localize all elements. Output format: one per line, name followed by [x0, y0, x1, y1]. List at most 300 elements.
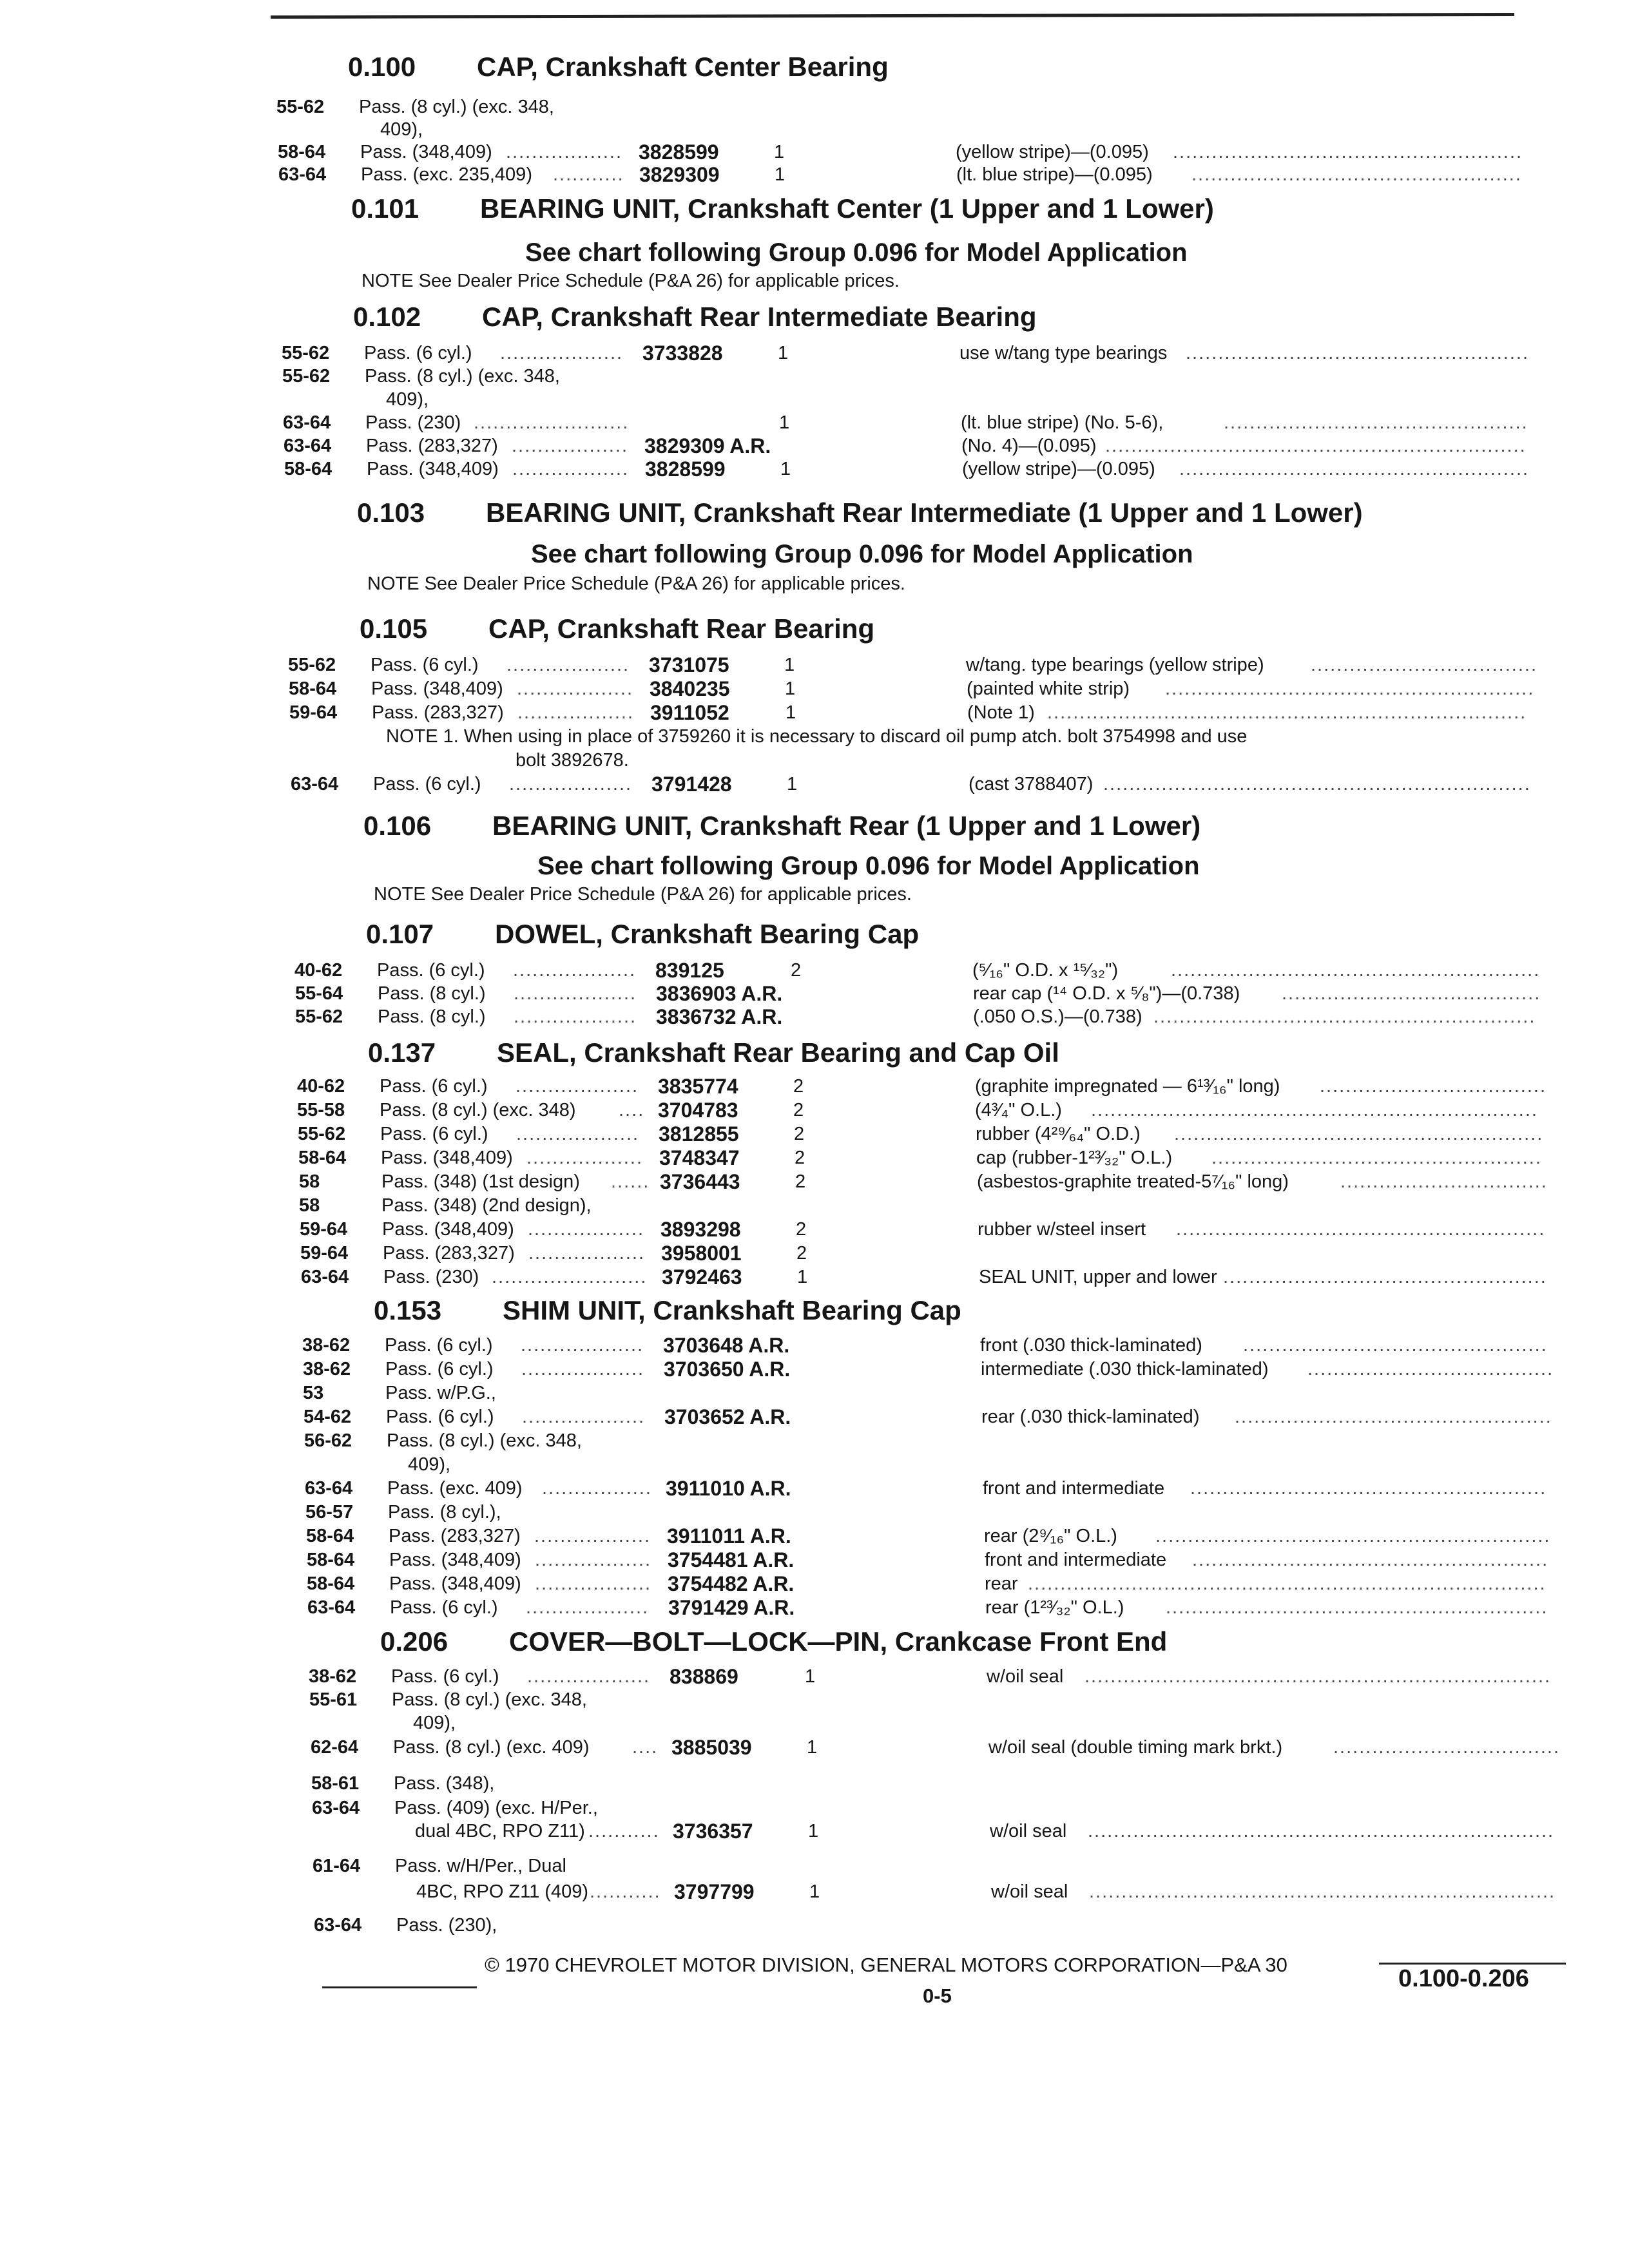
model-years: 40-62 — [294, 960, 343, 981]
leader-dots: .................. — [526, 1148, 644, 1168]
quantity: 2 — [796, 1243, 807, 1264]
model-years: 58-64 — [307, 1550, 355, 1570]
application-desc: Pass. (8 cyl.) (exc. 348, — [359, 97, 554, 117]
quantity: 1 — [786, 702, 796, 723]
remarks: rear (.030 thick-laminated) — [981, 1407, 1200, 1427]
application-desc: Pass. (348) (1st design) — [381, 1171, 580, 1192]
leader-dots: ................... — [513, 960, 637, 981]
leader-dots: .................. — [535, 1550, 652, 1570]
model-years: 61-64 — [313, 1856, 361, 1876]
leader-dots: ................... — [521, 1359, 645, 1379]
parts-row — [277, 119, 1540, 142]
part-number: 3754482 A.R. — [668, 1572, 795, 1595]
leader-dots: .................. — [534, 1526, 651, 1546]
model-years: 38-62 — [309, 1666, 357, 1687]
remarks: front (.030 thick-laminated) — [980, 1335, 1202, 1356]
remarks: (Note 1) — [967, 702, 1035, 723]
parts-row — [290, 750, 1553, 773]
part-number: 3791429 A.R. — [668, 1596, 795, 1619]
application-desc: Pass. (348,409) — [360, 142, 492, 162]
leader-dots: ................... — [521, 1335, 644, 1356]
parts-row — [297, 1076, 1560, 1099]
parts-row — [301, 1267, 1564, 1290]
group-title: DOWEL, Crankshaft Bearing Cap — [495, 919, 920, 949]
group-number: 0.137 — [368, 1037, 436, 1068]
parts-row — [289, 702, 1552, 726]
application-desc: Pass. (8 cyl.) — [378, 1006, 486, 1027]
model-years: 38-62 — [302, 1335, 351, 1356]
application-desc: Pass. (6 cyl.) — [391, 1666, 499, 1687]
leader-dots: ................................................... — [1211, 1148, 1542, 1168]
leader-dots: ........... — [588, 1821, 660, 1841]
model-application-note: See chart following Group 0.096 for Model Application — [531, 540, 1193, 568]
part-number: 3828599 — [639, 140, 719, 164]
leader-dots: .................. — [506, 142, 623, 162]
parts-row — [305, 1478, 1568, 1501]
model-years: 55-64 — [295, 983, 343, 1004]
application-desc: Pass. (230), — [396, 1915, 497, 1936]
application-desc: 409), — [380, 119, 423, 140]
leader-dots: ................... — [509, 774, 633, 794]
remarks: rear (1²³⁄₃₂" O.L.) — [985, 1597, 1124, 1618]
remarks: rubber w/steel insert — [978, 1219, 1146, 1240]
application-desc: Pass. (6 cyl.) — [385, 1335, 493, 1356]
application-desc: Pass. (283,327) — [389, 1526, 521, 1546]
model-years: 54-62 — [304, 1407, 352, 1427]
parts-row — [312, 1798, 1575, 1821]
leader-dots: .................................................. — [1223, 1267, 1547, 1287]
remarks: (painted white strip) — [967, 678, 1130, 699]
quantity: 1 — [784, 655, 795, 675]
model-years: 58-64 — [278, 142, 326, 162]
leader-dots: ........... — [590, 1881, 661, 1902]
part-number: 3836732 A.R. — [656, 1005, 783, 1028]
part-number: 3704783 — [658, 1099, 738, 1122]
quantity: 1 — [775, 164, 786, 185]
parts-row — [299, 1195, 1562, 1218]
application-desc: Pass. (348,409) — [389, 1550, 521, 1570]
remarks: (graphite impregnated — 6¹³⁄₁₆" long) — [975, 1076, 1280, 1097]
part-number: 3829309 — [639, 163, 720, 186]
quantity: 2 — [795, 1171, 806, 1192]
part-number: 3893298 — [660, 1218, 741, 1241]
leader-dots: ................................... — [1320, 1076, 1547, 1097]
section-heading — [380, 1626, 1167, 1657]
leader-dots: ................................................... — [1191, 164, 1522, 185]
leader-dots: ........................................ — [1282, 983, 1541, 1004]
application-desc: Pass. w/P.G., — [385, 1383, 496, 1403]
quantity: 1 — [807, 1737, 818, 1758]
quantity: 2 — [794, 1124, 805, 1144]
application-desc: Pass. (348,409) — [371, 678, 503, 699]
application-desc: Pass. (8 cyl.) (exc. 348, — [387, 1430, 582, 1451]
remarks: rear — [985, 1573, 1018, 1594]
footer-rule-right — [1379, 1963, 1566, 1965]
quantity: 2 — [795, 1148, 805, 1168]
leader-dots: .................................................................. — [1103, 774, 1531, 794]
parts-row — [295, 1006, 1558, 1030]
leader-dots: ........................................................................ — [1084, 1666, 1552, 1687]
leader-dots: .................. — [517, 678, 634, 699]
application-desc: Pass. (8 cyl.), — [388, 1502, 501, 1523]
leader-dots: ............................................................. — [1155, 1526, 1551, 1546]
leader-dots: ............................................... — [1243, 1335, 1548, 1356]
leader-dots: .................. — [528, 1243, 646, 1264]
application-desc: Pass. (348,409) — [367, 459, 499, 479]
parts-row — [307, 1597, 1570, 1620]
leader-dots: ................................... — [1333, 1737, 1560, 1758]
model-years: 63-64 — [284, 436, 332, 456]
leader-dots: .................. — [512, 436, 629, 456]
application-desc: Pass. (230) — [383, 1267, 479, 1287]
quantity: 1 — [779, 412, 790, 433]
part-number: 3958001 — [661, 1242, 742, 1265]
parts-row — [311, 1737, 1574, 1760]
parts-row — [284, 459, 1547, 482]
quantity: 1 — [797, 1267, 808, 1287]
group-title: BEARING UNIT, Crankshaft Center (1 Upper and 1 Lower) — [480, 193, 1214, 224]
leader-dots: ..................................................... — [1186, 343, 1530, 363]
leader-dots: ........... — [553, 164, 624, 185]
remarks: intermediate (.030 thick-laminated) — [981, 1359, 1269, 1379]
application-desc: 409), — [386, 389, 429, 410]
model-application-note: See chart following Group 0.096 for Model Application — [525, 238, 1188, 267]
leader-dots: ................... — [526, 1597, 650, 1618]
parts-row — [309, 1666, 1572, 1689]
model-years: 63-64 — [312, 1798, 360, 1818]
parts-row — [276, 97, 1539, 120]
application-desc: 409), — [413, 1713, 456, 1733]
remarks: (yellow stripe)—(0.095) — [956, 142, 1149, 162]
parts-row — [298, 1148, 1561, 1171]
group-title: SEAL, Crankshaft Rear Bearing and Cap Oil — [497, 1037, 1059, 1068]
model-application-note: See chart following Group 0.096 for Model Application — [537, 852, 1200, 880]
group-title: CAP, Crankshaft Center Bearing — [477, 52, 889, 82]
parts-row — [283, 389, 1546, 412]
group-number: 0.206 — [380, 1626, 448, 1657]
parts-row — [305, 1454, 1568, 1477]
application-desc: Pass. (8 cyl.) (exc. 348, — [365, 366, 560, 387]
remarks: w/oil seal — [991, 1881, 1068, 1902]
quantity: 1 — [805, 1666, 816, 1687]
remarks: w/tang. type bearings (yellow stripe) — [966, 655, 1264, 675]
part-number: 3812855 — [659, 1122, 739, 1146]
part-number: 839125 — [655, 959, 724, 982]
application-desc: Pass. (348), — [394, 1773, 495, 1794]
part-number: 3885039 — [671, 1736, 752, 1759]
leader-dots: .......................................................................... — [1047, 702, 1527, 723]
part-number: 3703652 A.R. — [664, 1405, 791, 1428]
group-number: 0.100 — [348, 52, 416, 82]
leader-dots: ...................................... — [1307, 1359, 1554, 1379]
model-years: 62-64 — [311, 1737, 359, 1758]
leader-dots: ................. — [542, 1478, 652, 1499]
application-desc: Pass. (348,409) — [381, 1148, 513, 1168]
leader-dots: .... — [632, 1737, 659, 1758]
application-desc: Pass. (6 cyl.) — [380, 1124, 488, 1144]
group-number: 0.107 — [366, 919, 434, 949]
leader-dots: ........................................................... — [1153, 1006, 1536, 1027]
leader-dots: ........................ — [474, 412, 630, 433]
leader-dots: ..................................................................... — [1091, 1100, 1538, 1120]
quantity: 1 — [808, 1821, 819, 1841]
model-years: 38-62 — [303, 1359, 351, 1379]
parts-row — [304, 1430, 1567, 1454]
group-number: 0.103 — [357, 497, 425, 528]
model-years: 63-64 — [305, 1478, 353, 1499]
parts-row — [303, 1359, 1566, 1382]
application-desc: Pass. (283,327) — [383, 1243, 515, 1264]
parts-row — [307, 1550, 1570, 1573]
parts-row — [283, 412, 1546, 436]
leader-dots: .................. — [512, 459, 630, 479]
parts-row — [300, 1243, 1563, 1266]
section-heading — [366, 919, 919, 950]
remarks: rear (2⁹⁄₁₆" O.L.) — [984, 1526, 1117, 1546]
leader-dots: ................... — [527, 1666, 651, 1687]
leader-dots: ................... — [500, 343, 624, 363]
model-years: 40-62 — [297, 1076, 345, 1097]
part-number: 3736443 — [660, 1170, 740, 1193]
group-title: COVER—BOLT—LOCK—PIN, Crankcase Front End — [509, 1626, 1168, 1657]
leader-dots: ............................................... — [1224, 412, 1528, 433]
section-heading — [357, 497, 1363, 528]
application-desc: Pass. w/H/Per., Dual — [395, 1856, 566, 1876]
section-heading — [360, 613, 874, 644]
remarks: front and intermediate — [985, 1550, 1167, 1570]
remarks: (4³⁄₄" O.L.) — [975, 1100, 1062, 1120]
leader-dots: ................... — [506, 655, 630, 675]
model-years: 63-64 — [301, 1267, 349, 1287]
application-desc: Pass. (6 cyl.) — [371, 655, 479, 675]
remarks: (⁵⁄₁₆" O.D. x ¹⁵⁄₃₂") — [972, 960, 1119, 981]
model-years: 58-64 — [284, 459, 333, 479]
leader-dots: ........................................................................ — [1088, 1821, 1555, 1841]
part-number: 3703648 A.R. — [663, 1334, 790, 1357]
leader-dots: ................... — [516, 1124, 640, 1144]
model-years: 63-64 — [307, 1597, 356, 1618]
part-number: 3731075 — [649, 653, 729, 677]
section-heading — [351, 193, 1214, 224]
part-number: 3754481 A.R. — [668, 1548, 795, 1571]
model-years: 58-64 — [306, 1526, 354, 1546]
application-desc: Pass. (283,327) — [366, 436, 498, 456]
model-years: 58 — [299, 1171, 320, 1192]
remarks: use w/tang type bearings — [959, 343, 1168, 363]
leader-dots: ................................ — [1340, 1171, 1548, 1192]
group-title: SHIM UNIT, Crankshaft Bearing Cap — [503, 1295, 961, 1325]
part-number: 3836903 A.R. — [656, 982, 783, 1005]
application-desc: Pass. (230) — [365, 412, 461, 433]
parts-row — [302, 1335, 1565, 1358]
model-years: 56-62 — [304, 1430, 352, 1451]
model-years: 58-64 — [289, 678, 337, 699]
part-number: 3840235 — [650, 677, 730, 700]
application-desc: Pass. (283,327) — [372, 702, 504, 723]
leader-dots: ................................................................................ — [1028, 1573, 1547, 1594]
leader-dots: ................... — [516, 1076, 639, 1097]
model-years: 58-64 — [307, 1573, 355, 1594]
leader-dots: ....................................................... — [1192, 1550, 1549, 1570]
part-number: 3911052 — [650, 701, 729, 724]
remarks: front and intermediate — [983, 1478, 1165, 1499]
leader-dots: .................. — [517, 702, 635, 723]
remarks: (asbestos-graphite treated-5⁷⁄₁₆" long) — [977, 1171, 1289, 1192]
application-desc: Pass. (348) (2nd design), — [381, 1195, 592, 1216]
part-number: 3829309 A.R. — [644, 434, 771, 457]
group-title: CAP, Crankshaft Rear Bearing — [488, 613, 875, 644]
part-number: 3911011 A.R. — [667, 1524, 791, 1548]
leader-dots: ................... — [522, 1407, 646, 1427]
parts-row — [288, 655, 1551, 678]
parts-row — [307, 1573, 1570, 1597]
price-note: NOTE See Dealer Price Schedule (P&A 26) for applicable prices. — [361, 271, 900, 291]
parts-row — [297, 1100, 1560, 1123]
remarks: (lt. blue stripe)—(0.095) — [956, 164, 1153, 185]
model-years: 58-64 — [298, 1148, 347, 1168]
model-years: 55-61 — [309, 1689, 358, 1710]
quantity: 1 — [778, 343, 789, 363]
model-years: 53 — [303, 1383, 324, 1403]
part-number: 838869 — [670, 1665, 738, 1688]
parts-row — [313, 1856, 1576, 1879]
application-desc: Pass. (6 cyl.) — [373, 774, 481, 794]
section-heading — [374, 1295, 961, 1326]
parts-row — [311, 1773, 1574, 1796]
section-heading — [363, 811, 1200, 841]
footer-copyright: © 1970 CHEVROLET MOTOR DIVISION, GENERAL MOTORS CORPORATION—P&A 30 — [485, 1954, 1287, 1976]
leader-dots: ......................................................... — [1174, 1124, 1544, 1144]
application-desc: Pass. (8 cyl.) (exc. 348, — [392, 1689, 587, 1710]
quantity: 1 — [774, 142, 785, 162]
group-number: 0.101 — [351, 193, 419, 224]
leader-dots: .... — [619, 1100, 645, 1120]
part-number: 3835774 — [658, 1075, 738, 1098]
quantity: 1 — [809, 1881, 820, 1902]
leader-dots: ................... — [514, 983, 637, 1004]
application-desc: Pass. (409) (exc. H/Per., — [394, 1798, 598, 1818]
application-desc: bolt 3892678. — [516, 750, 629, 771]
model-years: 55-62 — [282, 343, 330, 363]
leader-dots: ...................................................... — [1173, 142, 1523, 162]
application-desc: dual 4BC, RPO Z11) — [415, 1821, 585, 1841]
leader-dots: .................. — [528, 1219, 645, 1240]
application-desc: Pass. (exc. 235,409) — [361, 164, 532, 185]
model-years: 55-58 — [297, 1100, 345, 1120]
leader-dots: .................. — [535, 1573, 652, 1594]
parts-row — [289, 678, 1552, 702]
parts-row — [304, 1407, 1566, 1430]
group-title: CAP, Crankshaft Rear Intermediate Bearing — [482, 302, 1037, 332]
part-number: 3791428 — [651, 773, 732, 796]
application-desc: Pass. (8 cyl.) (exc. 348) — [380, 1100, 576, 1120]
top-rule — [271, 13, 1514, 19]
application-desc: Pass. (exc. 409) — [387, 1478, 523, 1499]
remarks: (yellow stripe)—(0.095) — [962, 459, 1155, 479]
part-number: 3911010 A.R. — [666, 1477, 791, 1500]
remarks: w/oil seal — [990, 1821, 1067, 1841]
model-years: 58-61 — [311, 1773, 360, 1794]
leader-dots: ................................................. — [1235, 1407, 1552, 1427]
parts-row — [278, 164, 1541, 187]
group-number: 0.105 — [360, 613, 428, 644]
group-title: BEARING UNIT, Crankshaft Rear Intermediate (1 Upper and 1 Lower) — [486, 497, 1363, 528]
leader-dots: ......................................................... — [1176, 1219, 1546, 1240]
model-years: 59-64 — [300, 1243, 349, 1264]
parts-row — [305, 1502, 1568, 1525]
quantity: 2 — [796, 1219, 807, 1240]
quantity: 1 — [787, 774, 798, 794]
parts-row — [282, 343, 1545, 366]
application-desc: Pass. (8 cyl.) — [378, 983, 486, 1004]
group-number: 0.106 — [363, 811, 432, 841]
model-years: 55-62 — [288, 655, 336, 675]
remarks: SEAL UNIT, upper and lower — [979, 1267, 1217, 1287]
leader-dots: ................................... — [1311, 655, 1537, 675]
leader-dots: ........................................................... — [1166, 1597, 1548, 1618]
model-years: 59-64 — [289, 702, 338, 723]
remarks: (No. 4)—(0.095) — [961, 436, 1097, 456]
quantity: 2 — [793, 1076, 804, 1097]
price-note: NOTE See Dealer Price Schedule (P&A 26) for applicable prices. — [367, 573, 905, 594]
quantity: 1 — [785, 678, 796, 699]
parts-row — [289, 726, 1552, 749]
model-years: 55-62 — [276, 97, 325, 117]
leader-dots: ......................................................... — [1165, 678, 1535, 699]
quantity: 1 — [780, 459, 791, 479]
section-heading — [348, 52, 889, 82]
footer-rule-left — [322, 1986, 477, 1988]
model-years: 59-64 — [300, 1219, 348, 1240]
part-number: 3797799 — [674, 1880, 755, 1903]
page-number: 0-5 — [923, 1984, 952, 2007]
part-number: 3736357 — [673, 1820, 753, 1843]
group-number: 0.102 — [353, 302, 421, 332]
parts-row — [282, 366, 1545, 389]
parts-row — [309, 1689, 1572, 1713]
section-heading — [368, 1037, 1059, 1068]
remarks: w/oil seal — [987, 1666, 1064, 1687]
section-heading — [353, 302, 1037, 332]
application-desc: Pass. (348,409) — [382, 1219, 514, 1240]
parts-row — [291, 774, 1554, 797]
application-desc: Pass. (6 cyl.) — [390, 1597, 498, 1618]
application-desc: Pass. (6 cyl.) — [377, 960, 485, 981]
group-title: BEARING UNIT, Crankshaft Rear (1 Upper and 1 Lower) — [492, 811, 1201, 841]
parts-row — [303, 1383, 1566, 1406]
application-desc: NOTE 1. When using in place of 3759260 it is necessary to discard oil pump atch. bolt 3754998 and use — [386, 726, 1248, 747]
group-range: 0.100-0.206 — [1398, 1965, 1529, 1992]
leader-dots: ................................................................. — [1105, 436, 1527, 456]
application-desc: Pass. (348,409) — [389, 1573, 521, 1594]
quantity: 2 — [791, 960, 802, 981]
parts-row — [299, 1171, 1562, 1195]
part-number: 3792463 — [662, 1265, 742, 1289]
quantity: 2 — [793, 1100, 804, 1120]
parts-row — [295, 983, 1558, 1006]
model-years: 56-57 — [305, 1502, 354, 1523]
parts-row — [294, 960, 1557, 983]
application-desc: Pass. (6 cyl.) — [380, 1076, 488, 1097]
leader-dots: ......................................................... — [1171, 960, 1541, 981]
model-years: 63-64 — [291, 774, 339, 794]
leader-dots: ........................................................................ — [1089, 1881, 1556, 1902]
remarks: (.050 O.S.)—(0.738) — [973, 1006, 1142, 1027]
parts-row — [313, 1881, 1576, 1905]
application-desc: Pass. (6 cyl.) — [386, 1407, 494, 1427]
remarks: w/oil seal (double timing mark brkt.) — [988, 1737, 1283, 1758]
parts-row — [278, 142, 1541, 165]
